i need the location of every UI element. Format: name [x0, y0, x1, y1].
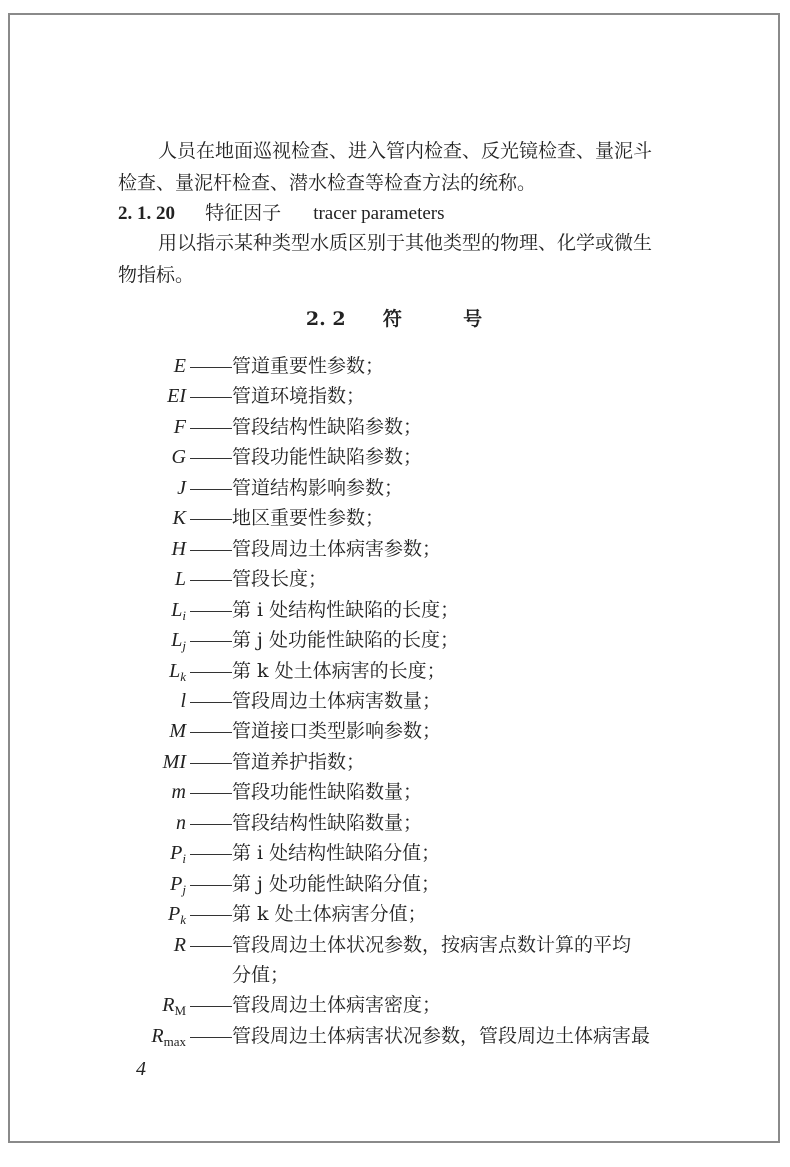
symbol-row — [10, 808, 778, 838]
page-content — [10, 15, 778, 1141]
symbol-subscript: i — [182, 607, 186, 623]
symbol-description: 管道接口类型影响参数； — [232, 720, 442, 743]
symbol-row — [10, 595, 778, 625]
symbol-main: l — [180, 689, 186, 712]
symbol-description: 管道重要性参数； — [232, 355, 385, 377]
symbol-row — [10, 381, 778, 411]
symbol-main: H — [171, 537, 186, 560]
symbol-main: L — [174, 568, 186, 591]
symbol-letter — [175, 564, 186, 594]
symbol-description: 管段功能性缺陷数量； — [232, 781, 423, 804]
symbol-description: 第 k 处土体病害分值； — [232, 903, 427, 926]
symbol-description: 第 i 处结构性缺陷的长度； — [232, 598, 460, 621]
symbol-subscript: j — [182, 638, 186, 654]
symbol-row — [10, 869, 778, 899]
term-number: 2. 1. 20 — [118, 203, 175, 224]
symbol-letter — [169, 716, 186, 746]
symbol-description: 管段周边土体病害数量； — [232, 689, 442, 712]
symbol-main: P — [168, 903, 181, 926]
symbol-row — [10, 1021, 778, 1051]
page-number: 4 — [136, 1058, 146, 1080]
symbol-description: 管道环境指数； — [232, 385, 366, 408]
symbol-main: n — [176, 811, 186, 834]
symbol-letter — [177, 473, 186, 503]
symbol-main: P — [170, 872, 183, 895]
symbol-main: L — [169, 659, 181, 682]
em-dash-separator — [190, 503, 232, 533]
symbol-description: 管段周边土体状况参数，按病害点数计算的平均 — [232, 933, 632, 956]
symbol-main: m — [171, 781, 186, 804]
symbol-description: 地区重要性参数； — [232, 507, 385, 530]
symbol-row — [10, 625, 778, 655]
document-page — [8, 13, 780, 1143]
symbol-description: 管段功能性缺陷参数； — [232, 446, 423, 469]
symbol-letter — [163, 747, 186, 777]
em-dash-separator — [190, 351, 232, 381]
term-chinese: 特征因子 — [205, 202, 282, 224]
symbol-subscript: j — [182, 881, 186, 897]
em-dash-separator — [190, 808, 232, 838]
em-dash-separator — [190, 412, 232, 442]
symbol-main: P — [170, 842, 183, 865]
em-dash-separator — [190, 625, 232, 655]
em-dash-separator — [190, 564, 232, 594]
symbol-description: 管段周边土体病害参数； — [232, 537, 442, 560]
symbol-main: J — [177, 476, 186, 499]
paragraph-line: 检查、量泥杆检查、潜水检查等检查方法的统称。 — [118, 172, 537, 194]
em-dash-separator — [190, 656, 232, 686]
symbol-description: 管段周边土体病害密度； — [232, 994, 442, 1017]
paragraph-line: 人员在地面巡视检查、进入管内检查、反光镜检查、量泥斗 — [158, 140, 653, 162]
symbol-row — [10, 747, 778, 777]
symbol-description: 第 k 处土体病害的长度； — [232, 659, 446, 682]
symbol-description: 管段结构性缺陷数量； — [232, 811, 423, 834]
em-dash-separator — [190, 899, 232, 929]
term-heading — [118, 201, 445, 226]
symbol-letter — [151, 1021, 186, 1057]
em-dash-separator — [190, 686, 232, 716]
symbol-subscript: k — [180, 668, 186, 684]
symbol-description-continuation: 分值； — [232, 964, 290, 986]
em-dash-separator — [190, 747, 232, 777]
em-dash-separator — [190, 869, 232, 899]
symbol-subscript: i — [182, 851, 186, 867]
em-dash-separator — [190, 930, 232, 960]
section-heading — [10, 307, 778, 331]
symbol-row — [10, 777, 778, 807]
symbol-description: 管道结构影响参数； — [232, 476, 404, 499]
symbol-description: 管道养护指数； — [232, 750, 366, 773]
symbol-row — [10, 412, 778, 442]
symbol-description: 管段周边土体病害状况参数，管段周边土体病害最 — [232, 1024, 651, 1047]
em-dash-separator — [190, 1021, 232, 1051]
symbol-letter — [174, 930, 186, 960]
em-dash-separator — [190, 473, 232, 503]
section-title-char: 号 — [463, 308, 483, 330]
section-title-char: 符 — [382, 308, 402, 330]
symbol-row — [10, 503, 778, 533]
symbol-main: R — [173, 933, 186, 956]
section-number: 2. 2 — [305, 308, 346, 330]
em-dash-separator — [190, 990, 232, 1020]
em-dash-separator — [190, 777, 232, 807]
symbol-row — [10, 716, 778, 746]
symbol-description: 第 i 处结构性缺陷分值； — [232, 842, 441, 865]
paragraph-line: 用以指示某种类型水质区别于其他类型的物理、化学或微生 — [158, 232, 653, 254]
symbol-row — [10, 473, 778, 503]
symbol-row — [10, 686, 778, 716]
symbol-letter — [180, 686, 186, 716]
symbol-description: 第 j 处功能性缺陷分值； — [232, 872, 440, 895]
symbol-letter — [173, 503, 186, 533]
symbol-main: M — [169, 720, 186, 743]
symbol-main: E — [173, 355, 186, 377]
symbol-main: L — [171, 629, 183, 652]
symbol-subscript: k — [180, 912, 186, 928]
symbol-letter — [176, 808, 186, 838]
symbol-main: EI — [167, 385, 186, 408]
symbol-main: MI — [162, 750, 186, 773]
em-dash-separator — [190, 838, 232, 868]
em-dash-separator — [190, 442, 232, 472]
symbol-row — [10, 990, 778, 1020]
em-dash-separator — [190, 534, 232, 564]
symbol-row — [10, 899, 778, 929]
symbol-row — [10, 351, 778, 381]
symbol-row — [10, 656, 778, 686]
symbol-letter — [174, 412, 186, 442]
symbol-subscript: M — [174, 1003, 186, 1019]
symbol-description: 管段结构性缺陷参数； — [232, 415, 423, 438]
symbol-letter — [172, 442, 186, 472]
symbol-description: 第 j 处功能性缺陷的长度； — [232, 629, 459, 652]
em-dash-separator — [190, 716, 232, 746]
symbol-main: L — [171, 598, 183, 621]
em-dash-separator — [190, 595, 232, 625]
symbol-letter — [172, 777, 186, 807]
symbol-main: R — [162, 994, 175, 1017]
term-english: tracer parameters — [313, 203, 445, 224]
symbol-row — [10, 564, 778, 594]
symbol-subscript: max — [163, 1033, 186, 1049]
symbol-row — [10, 838, 778, 868]
symbol-row — [10, 930, 778, 960]
symbol-main: G — [171, 446, 186, 469]
symbol-row — [10, 534, 778, 564]
em-dash-separator — [190, 381, 232, 411]
paragraph-line: 物指标。 — [118, 264, 195, 286]
symbol-main: F — [173, 415, 186, 438]
symbol-letter — [172, 534, 186, 564]
symbol-description: 管段长度； — [232, 568, 328, 591]
symbol-letter — [167, 381, 186, 411]
symbol-main: K — [172, 507, 186, 530]
symbol-letter — [174, 351, 186, 381]
symbol-main: R — [151, 1024, 164, 1047]
symbol-row — [10, 442, 778, 472]
